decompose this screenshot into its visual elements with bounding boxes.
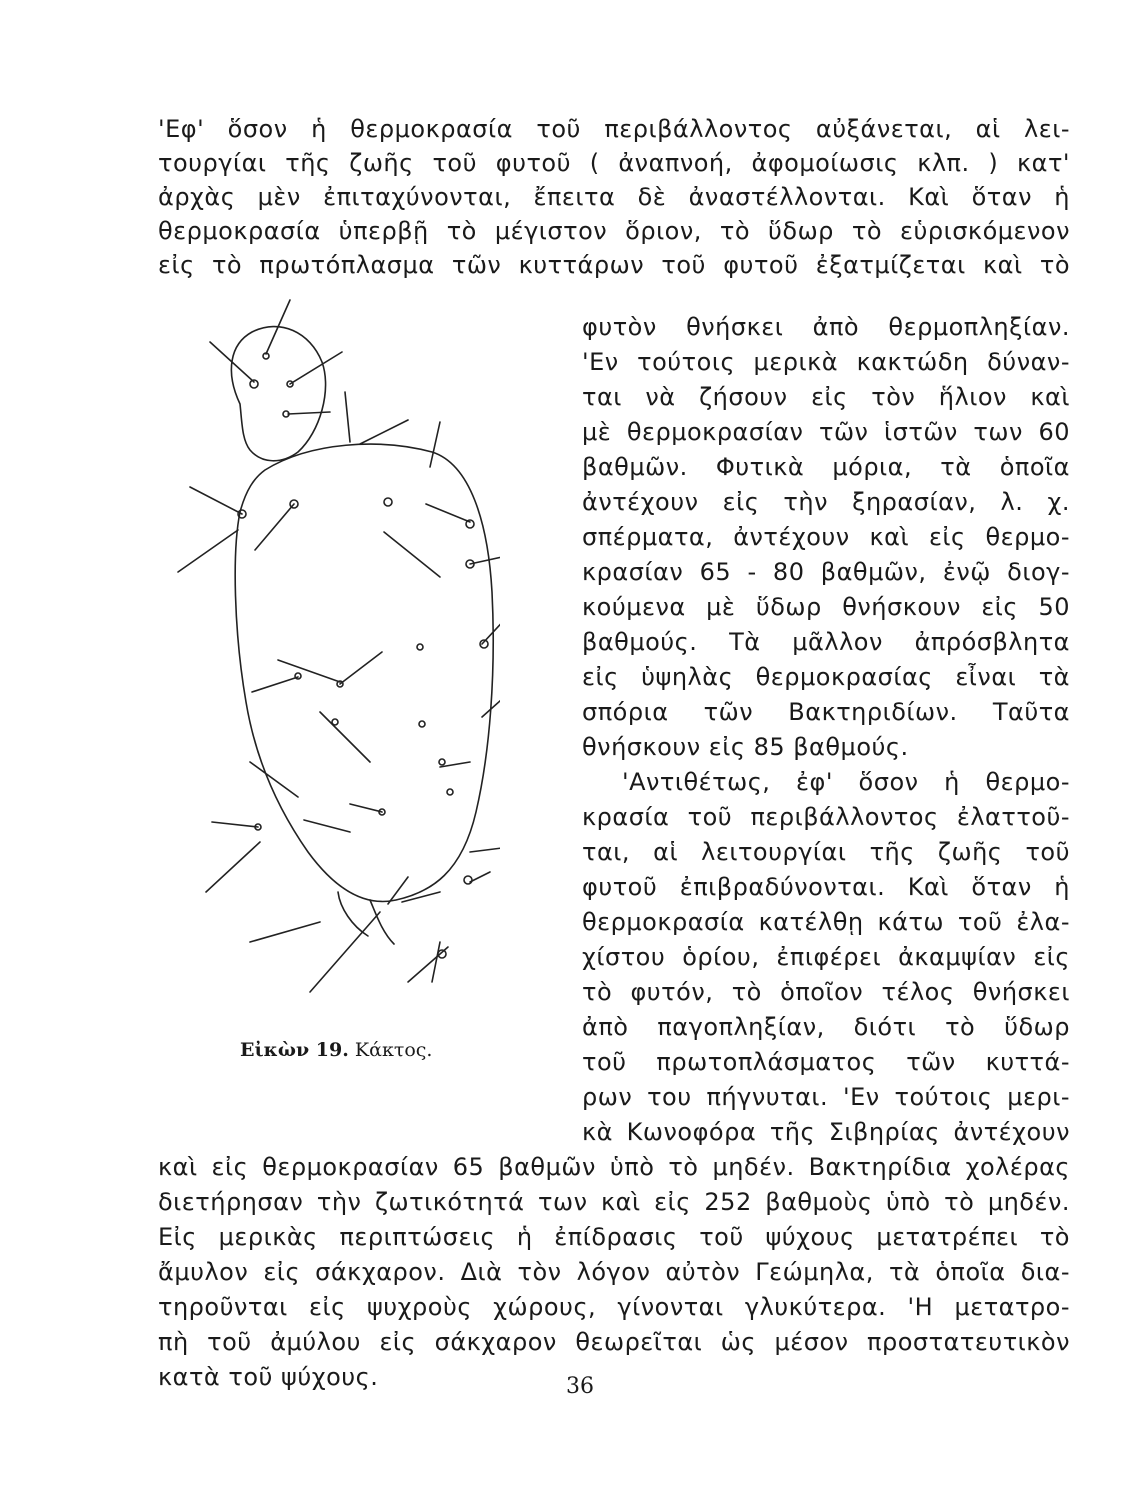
body-text-line: τοῦ πρωτοπλάσματος τῶν κυττά- — [582, 1048, 1070, 1076]
body-text-line: ἀπὸ παγοπληξίαν, διότι τὸ ὕδωρ — [582, 1013, 1070, 1041]
body-text-line: σπέρματα, ἀντέχουν καὶ εἰς θερμο- — [582, 523, 1070, 551]
body-text-line: τουργίαι τῆς ζωῆς τοῦ φυτοῦ ( ἀναπνοή, ἀφομοίωσις κλπ. ) κατ' — [158, 149, 1070, 177]
body-text-line: ἀρχὰς μὲν ἐπιταχύνονται, ἔπειτα δὲ ἀναστέλλονται. Καὶ ὅταν ἡ — [158, 183, 1070, 211]
body-text-line: φυτὸν θνήσκει ἀπὸ θερμοπληξίαν. — [582, 313, 1070, 341]
body-text-line: φυτοῦ ἐπιβραδύνονται. Καὶ ὅταν ἡ — [582, 873, 1070, 901]
body-text-line: ἀντέχουν εἰς τὴν ξηρασίαν, λ. χ. — [582, 488, 1070, 516]
body-text-line: εἰς ὑψηλὰς θερμοκρασίας εἶναι τὰ — [582, 663, 1070, 691]
body-text-line: ται, αἱ λειτουργίαι τῆς ζωῆς τοῦ — [582, 838, 1070, 866]
body-text-line: ρων του πήγνυται. 'Εν τούτοις μερι- — [582, 1083, 1070, 1111]
body-text-line: πὴ τοῦ ἀμύλου εἰς σάκχαρον θεωρεῖται ὡς μέσον προστατευτικὸν — [158, 1328, 1070, 1356]
body-text-line: 'Εν τούτοις μερικὰ κακτώδη δύναν- — [582, 348, 1070, 376]
figure-caption-label: Εἰκὼν 19. — [240, 1039, 349, 1061]
body-text-line: ἄμυλον εἰς σάκχαρον. Διὰ τὸν λόγον αὐτὸν Γεώμηλα, τὰ ὁποῖα δια- — [158, 1258, 1070, 1286]
body-text-line: μὲ θερμοκρασίαν τῶν ἱστῶν των 60 — [582, 418, 1070, 446]
body-text-line: ται νὰ ζήσουν εἰς τὸν ἥλιον καὶ — [582, 383, 1070, 411]
body-text-line: κρασίαν 65 - 80 βαθμῶν, ἐνῷ διογ- — [582, 558, 1070, 586]
body-text-line: σπόρια τῶν Βακτηριδίων. Ταῦτα — [582, 698, 1070, 726]
body-text-line: καὶ εἰς θερμοκρασίαν 65 βαθμῶν ὑπὸ τὸ μηδέν. Βακτηρίδια χολέρας — [158, 1153, 1070, 1181]
body-text-line: εἰς τὸ πρωτόπλασμα τῶν κυττάρων τοῦ φυτοῦ ἐξατμίζεται καὶ τὸ — [158, 251, 1070, 279]
figure-caption-text: Κάκτος. — [354, 1039, 433, 1061]
body-text-line: 'Αντιθέτως, ἐφ' ὅσον ἡ θερμο- — [622, 768, 1070, 796]
body-text-line: βαθμούς. Τὰ μᾶλλον ἀπρόσβλητα — [582, 628, 1070, 656]
body-text-line: βαθμῶν. Φυτικὰ μόρια, τὰ ὁποῖα — [582, 453, 1070, 481]
cactus-illustration — [170, 292, 500, 1042]
body-text-line: κρασία τοῦ περιβάλλοντος ἐλαττοῦ- — [582, 803, 1070, 831]
body-text-line: θερμοκρασία κατέλθῃ κάτω τοῦ ἐλα- — [582, 908, 1070, 936]
body-text-line: Εἰς μερικὰς περιπτώσεις ἡ ἐπίδρασις τοῦ ψύχους μετατρέπει τὸ — [158, 1223, 1070, 1251]
page-number: 36 — [566, 1374, 594, 1399]
figure-caption — [240, 1039, 432, 1061]
body-text-line: τηροῦνται εἰς ψυχροὺς χώρους, γίνονται γλυκύτερα. 'Η μετατρο- — [158, 1293, 1070, 1321]
body-text-line: θερμοκρασία ὑπερβῇ τὸ μέγιστον ὅριον, τὸ ὕδωρ τὸ εὑρισκόμενον — [158, 217, 1070, 245]
body-text-line: 'Εφ' ὅσον ἡ θερμοκρασία τοῦ περιβάλλοντος αὐξάνεται, αἱ λει- — [158, 115, 1070, 143]
body-text-line: κατὰ τοῦ ψύχους. — [158, 1363, 379, 1391]
body-text-line: τὸ φυτόν, τὸ ὁποῖον τέλος θνήσκει — [582, 978, 1070, 1006]
body-text-line: διετήρησαν τὴν ζωτικότητά των καὶ εἰς 252 βαθμοὺς ὑπὸ τὸ μηδέν. — [158, 1188, 1070, 1216]
body-text-line: θνήσκουν εἰς 85 βαθμούς. — [582, 733, 909, 761]
body-text-line: κὰ Κωνοφόρα τῆς Σιβηρίας ἀντέχουν — [582, 1118, 1070, 1146]
body-text-line: χίστου ὁρίου, ἐπιφέρει ἀκαμψίαν εἰς — [582, 943, 1070, 971]
body-text-line: κούμενα μὲ ὕδωρ θνήσκουν εἰς 50 — [582, 593, 1070, 621]
